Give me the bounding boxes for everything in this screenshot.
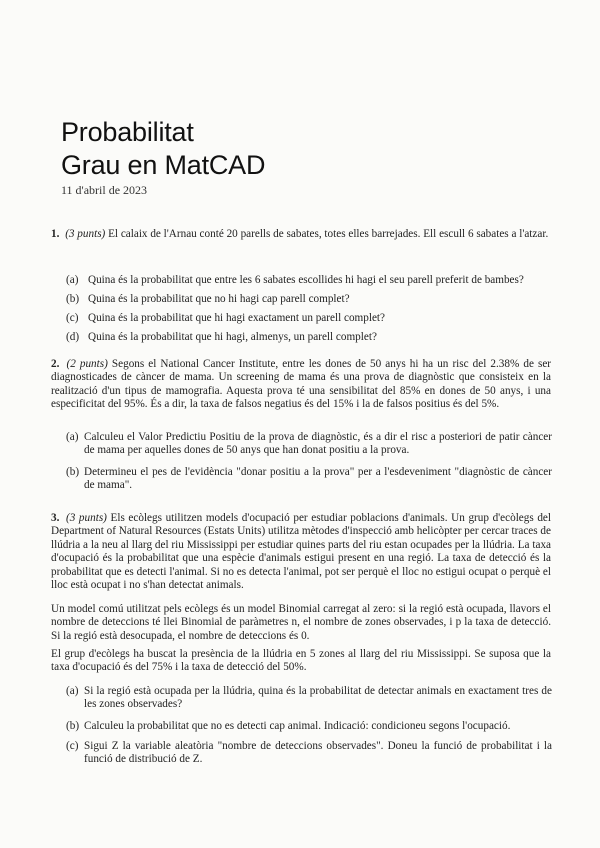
question-number: 2. (51, 358, 60, 370)
question-3-setup-paragraph: El grup d'ecòlegs ha buscat la presència de la llúdria en 5 zones al llarg del riu Mississippi. Se suposa que la taxa d'ocupació és del 75% i la taxa de detecció del 50%. (51, 648, 551, 674)
question-3 (51, 512, 551, 592)
question-text: Els ecòlegs utilitzen models d'ocupació per estudiar poblacions d'animals. Un grup d'ecòlegs del Department of Natural Resources (Estats Units) utilitza mètodes d'inspecció amb helicòpter per cercar traces de llúdria a la neu al llarg del riu Mississippi per estudiar quines parts del riu estan ocupades per la llúdria. La taxa d'ocupació és la probabilitat que una espècie d'animals estigui present en una regió. La taxa de detecció és la probabilitat que es detecti l'animal. Si no es detecta l'animal, pot ser perquè el lloc no estigui ocupat o perquè el lloc està ocupat i no s'han detectat animals. (51, 512, 551, 592)
question-3-item-b: (b) Calculeu la probabilitat que no es detecti cap animal. Indicació: condicioneu segons l'ocupació. (66, 720, 511, 732)
exam-date: 11 d'abril de 2023 (61, 183, 148, 197)
question-text: Segons el National Cancer Institute, entre les dones de 50 anys hi ha un risc del 2.38% de ser diagnosticades de càncer de mama. Un screening de mama és una prova de diagnòstic que consisteix en la realització d'un tipus de mamografia. Aquesta prova té una sensibilitat del 85% en dones de 50 anys, i una especificitat del 95%. És a dir, la taxa de falsos negatius és del 15% i la de falsos positius és del 5%. (51, 358, 552, 411)
question-2 (51, 358, 551, 412)
question-points: (3 punts) (66, 512, 107, 524)
question-points: (3 punts) (65, 228, 106, 240)
question-text: El calaix de l'Arnau conté 20 parells de sabates, totes elles barrejades. Ell escull 6 sabates a l'atzar. (108, 228, 549, 240)
question-1-item-b: (b) Quina és la probabilitat que no hi hagi cap parell complet? (66, 293, 350, 305)
page-title: Probabilitat (61, 117, 194, 147)
question-1 (51, 228, 551, 241)
question-3-item-a: (a) Si la regió està ocupada per la llúdria, quina és la probabilitat de detectar animals en exactament tres de les zones observades? (66, 685, 552, 711)
question-1-item-c: (c) Quina és la probabilitat que hi hagi exactament un parell complet? (66, 312, 385, 324)
question-number: 3. (51, 512, 60, 524)
question-3-item-c: (c) Sigui Z la variable aleatòria "nombre de deteccions observades". Doneu la funció de probabilitat i la funció de distribució de Z. (66, 740, 552, 766)
page-subtitle: Grau en MatCAD (61, 150, 266, 180)
question-1-item-d: (d) Quina és la probabilitat que hi hagi, almenys, un parell complet? (66, 331, 377, 343)
question-2-item-a: (a) Calculeu el Valor Predictiu Positiu de la prova de diagnòstic, és a dir el risc a posteriori de patir càncer de mama per aquelles dones de 50 anys que han donat positiu a la prova. (66, 431, 552, 457)
question-points: (2 punts) (66, 358, 108, 370)
question-2-item-b: (b) Determineu el pes de l'evidència "donar positiu a la prova" per a l'esdeveniment "diagnòstic de càncer de mama". (66, 466, 552, 492)
question-1-item-a: (a) Quina és la probabilitat que entre les 6 sabates escollides hi hagi el seu parell preferit de bambes? (66, 274, 524, 286)
question-number: 1. (51, 228, 60, 240)
question-3-model-paragraph: Un model comú utilitzat pels ecòlegs és un model Binomial carregat al zero: si la regió està ocupada, llavors el nombre de deteccions té llei Binomial de paràmetres n, el nombre de zones observades, i p la taxa de detecció. Si la regió està desocupada, el nombre de deteccions és 0. (51, 603, 551, 642)
